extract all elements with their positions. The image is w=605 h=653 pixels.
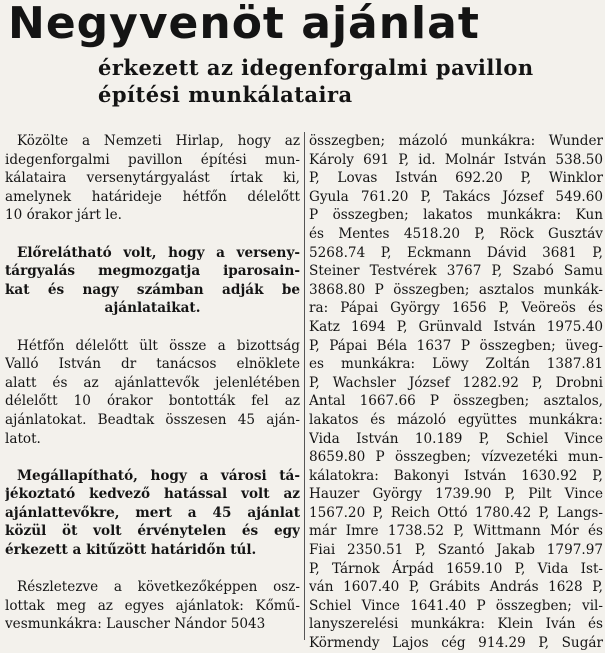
text-line: és Mentes 4518.20 P, Röck Gusztáv [309,225,603,242]
text-line: P, Tárnok Árpád 1659.10 P, Vida Ist- [309,560,603,577]
text-line: ajánlatokat. Beadtak összesen 45 aján- [5,411,300,428]
column-divider [304,132,305,640]
text-line: P, Lovas István 692.20 P, Winklor [309,170,603,187]
text-line: lakatos és mázoló együttes munkákra: [309,411,603,428]
paragraph [5,132,300,225]
text-line: lanyszerelési munkákra: Klein Iván és [309,616,603,633]
text-line: P összegben; lakatos munkákra: Kun [309,207,603,224]
text-line: Antal 1667.66 P összegben; asztalos, [309,393,603,410]
text-line: Gyula 761.20 P, Takács József 549.60 [309,188,603,205]
text-line: Schiel Vince 1641.40 P összegben; vil- [309,597,603,614]
text-line: összegben; mázoló munkákra: Wunder [309,133,603,149]
subheadline-line: építési munkálataira [98,82,353,107]
text-line: 10 órakor járt le. [5,207,122,224]
subheadline [98,54,534,108]
text-line: Károly 691 P, id. Molnár István 538.50 [309,151,603,168]
text-line: Fiai 2350.51 P, Szantó Jakab 1797.97 [309,542,603,559]
text-line: Előrelátható volt, hogy a verseny- [17,244,300,261]
text-line: Katz 1694 P, Grünvald István 1975.40 [309,318,603,335]
text-line: kálatokra: Bakonyi István 1630.92 P, [309,467,603,484]
text-line: idegenforgalmi pavillon építési mun- [5,151,300,168]
emphasized-paragraph [5,244,300,318]
text-line: P, Pápai Béla 1637 P összegben; üveg- [309,337,603,354]
paragraph-gap [5,448,300,467]
article-left-column [5,132,300,634]
text-line: 3868.80 P összegben; asztalos munkák- [309,281,603,298]
text-line: Közölte a Nemzeti Hirlap, hogy az [17,133,300,149]
text-line: kálataira versenytárgyalást írtak ki, [5,170,300,187]
headline: Negyvenöt ajánlat [8,0,480,49]
text-line: tárgyalás megmozgatja iparosain- [5,263,300,280]
paragraph-gap [5,318,300,337]
text-line: Részletezve a következőképpen osz- [17,579,300,596]
article-right-column [309,132,603,653]
paragraph-gap [5,560,300,579]
text-line: érkezett a kitűzött határidőn túl. [5,542,257,559]
text-line: es munkákra: Löwy Zoltán 1387.81 [309,356,603,373]
text-line: 5268.74 P, Eckmann Dávid 3681 P, [309,244,603,261]
text-line: 1567.20 P, Reich Ottó 1780.42 P, Langs- [309,504,603,521]
text-line: délelőtt 10 órakor bontották fel az [5,393,300,410]
paragraph [5,578,300,634]
text-line: már Imre 1738.52 P, Wittmann Mór és [309,523,603,540]
text-line: Valló István dr tanácsos elnöklete [5,356,300,373]
text-line: alatt és az ajánlattevők jelenlétében [5,374,300,391]
text-line: ajánlataikat. [104,300,201,317]
paragraph-gap [5,225,300,244]
text-line: ván 1607.40 P, Grábits András 1628 P, [309,579,603,596]
text-line: Körmendy Lajos cég 914.29 P, Sugár [309,635,603,652]
text-line: Hauzer György 1739.90 P, Pilt Vince [309,486,603,503]
text-line: Megállapítható, hogy a városi tá- [17,467,300,484]
text-line: jékoztató kedvező hatással volt az [5,486,300,503]
emphasized-paragraph [5,467,300,560]
text-line: P, Wachsler József 1282.92 P, Drobni [309,374,603,391]
paragraph [5,337,300,449]
text-line: latot. [5,430,41,447]
text-line: ajánlattevőkre, mert a 45 ajánlat [5,504,300,521]
text-line: vesmunkákra: Lauscher Nándor 5043 [5,616,266,633]
text-line: lottak meg az egyes ajánlatok: Kőmű- [5,597,300,614]
text-line: Vida István 10.189 P, Schiel Vince [309,430,603,447]
text-line: kat és nagy számban adják be [5,281,300,298]
text-line: amelynek határideje hétfőn délelőtt [5,188,300,205]
text-line: közül öt volt érvénytelen és egy [5,523,300,540]
text-line: Hétfőn délelőtt ült össze a bizottság [17,337,300,354]
text-line: ra: Pápai György 1656 P, Veöreös és [309,300,603,317]
subheadline-line: érkezett az idegenforgalmi pavillon [98,55,534,80]
text-line: 8659.80 P összegben; vízvezetéki mun- [309,449,603,466]
text-line: Steiner Testvérek 3767 P, Szabó Samu [309,263,603,280]
